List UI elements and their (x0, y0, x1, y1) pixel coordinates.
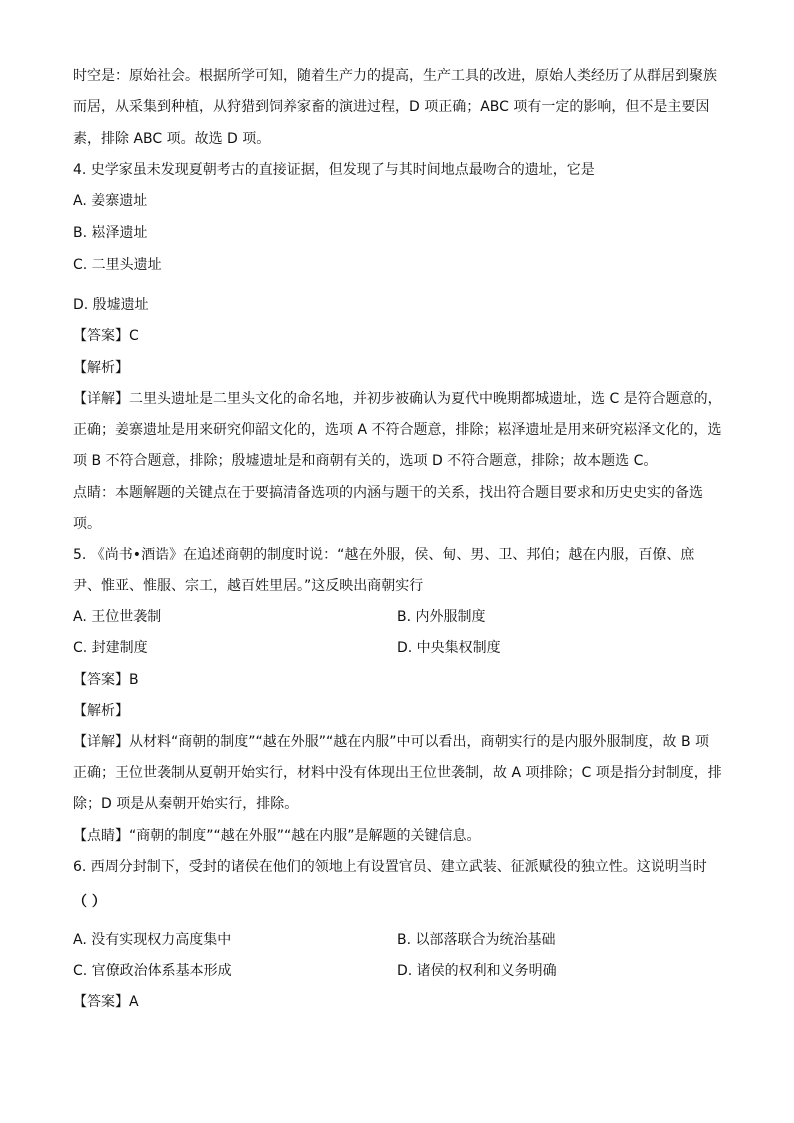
q5-option-d: D. 中央集权制度 (397, 640, 501, 656)
q4-option-b: B. 崧泽遗址 (73, 225, 148, 241)
q4-analysis-label: 【解析】 (73, 360, 129, 376)
q4-detail-line-1: 【详解】二里头遗址是二里头文化的命名地，并初步被确认为夏代中晚期都城遗址，选 C 是符合题意的， (73, 391, 722, 407)
q3-explanation-line-3: 素，排除 ABC 项。故选 D 项。 (73, 131, 271, 147)
q4-detail-line-3: 项 B 不符合题意，排除；殷墟遗址是和商朝有关的，选项 D 不符合题意，排除；故本题选 C。 (73, 453, 658, 469)
q5-option-b: B. 内外服制度 (397, 609, 486, 625)
q3-explanation-line-1: 时空是：原始社会。根据所学可知，随着生产力的提高，生产工具的改进，原始人类经历了从群居到聚族 (73, 68, 717, 84)
q4-option-a: A. 姜寨遗址 (73, 193, 148, 209)
q6-stem: 6. 西周分封制下，受封的诸侯在他们的领地上有设置官员、建立武装、征派赋役的独立性。这说明当时 (73, 859, 707, 875)
q6-option-b: B. 以部落联合为统治基础 (397, 932, 556, 948)
q4-tip-line-1: 点睛：本题解题的关键点在于要搞清备选项的内涵与题干的关系，找出符合题目要求和历史史实的备选 (73, 485, 703, 501)
q4-tip-line-2: 项。 (73, 516, 101, 532)
q4-answer: 【答案】C (73, 328, 139, 344)
q5-detail-line-2: 正确；王位世袭制从夏朝开始实行，材料中没有体现出王位世袭制，故 A 项排除；C 项是指分封制度，排 (73, 765, 722, 781)
q6-answer-blank: （ ） (73, 894, 106, 910)
q5-option-a: A. 王位世袭制 (73, 609, 162, 625)
q5-option-c: C. 封建制度 (73, 640, 148, 656)
q4-option-c: C. 二里头遗址 (73, 257, 162, 273)
q5-answer: 【答案】B (73, 672, 139, 688)
q5-stem-line-1: 5. 《尚书•酒诰》在追述商朝的制度时说：“越在外服，侯、甸、男、卫、邦伯；越在内服，百僚、庶 (73, 547, 695, 563)
q5-analysis-label: 【解析】 (73, 703, 129, 719)
q5-detail-line-1: 【详解】从材料“商朝的制度”“越在外服”“越在内服”中可以看出，商朝实行的是内服外服制度，故 B 项 (73, 734, 710, 750)
q6-option-c: C. 官僚政治体系基本形成 (73, 963, 232, 979)
q5-detail-line-3: 除；D 项是从秦朝开始实行，排除。 (73, 796, 299, 812)
q6-option-a: A. 没有实现权力高度集中 (73, 932, 232, 948)
q4-detail-line-2: 正确；姜寨遗址是用来研究仰韶文化的，选项 A 不符合题意，排除；崧泽遗址是用来研究崧泽文化的，选 (73, 422, 722, 438)
q4-stem: 4. 史学家虽未发现夏朝考古的直接证据，但发现了与其时间地点最吻合的遗址，它是 (73, 162, 595, 178)
q4-option-d: D. 殷墟遗址 (73, 297, 149, 313)
q5-tip: 【点睛】“商朝的制度”“越在外服”“越在内服”是解题的关键信息。 (73, 828, 481, 844)
q6-answer: 【答案】A (73, 994, 139, 1010)
q3-explanation-line-2: 而居，从采集到种植，从狩猎到饲养家畜的演进过程，D 项正确；ABC 项有一定的影响，但不是主要因 (73, 99, 710, 115)
q5-stem-line-2: 尹、惟亚、惟服、宗工，越百姓里居。”这反映出商朝实行 (73, 578, 424, 594)
q6-option-d: D. 诸侯的权利和义务明确 (397, 963, 557, 979)
